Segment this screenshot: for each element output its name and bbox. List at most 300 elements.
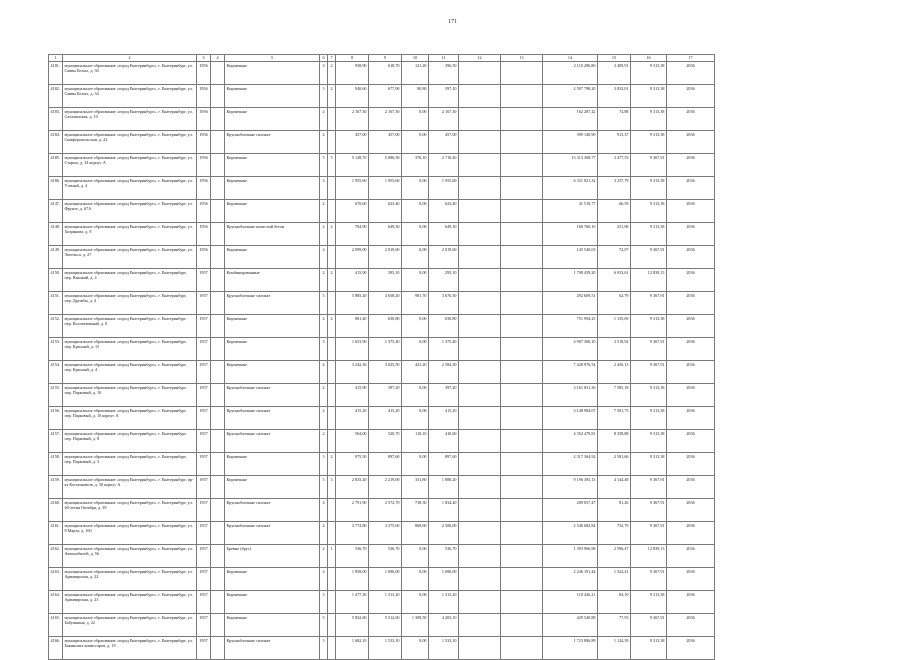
row-id: 4151. [49, 292, 63, 315]
unit-cost-cell: 3 409,91 [598, 62, 631, 85]
address-cell: муниципальное образование «город Екатеринбург», г. Екатеринбург, ул. 8 Марта, д. 160 [63, 522, 197, 545]
column-13-cell [501, 361, 543, 384]
address-cell: муниципальное образование «город Екатеринбург», г. Екатеринбург, пр-кт Космонавтов, д. 30 корпус А [63, 476, 197, 499]
table-row [49, 315, 715, 338]
column-12-cell [459, 499, 501, 522]
material-cell: Крупноблочные ячеистый бетон [225, 223, 320, 246]
nonresidential-area-cell: 376,10 [402, 154, 429, 177]
limit-cost-cell: 9 313,38 [631, 62, 667, 85]
term-cell: 2036 [667, 522, 715, 545]
column-4-cell [211, 338, 225, 361]
cost-cell: 162 287,42 [543, 108, 598, 131]
column-12-cell [459, 384, 501, 407]
residential-area-cell: 1 533,10 [429, 637, 459, 660]
entrances-cell: 1 [328, 545, 336, 568]
area-cell: 4 658,20 [369, 292, 402, 315]
floors-cell: 2 [320, 430, 328, 453]
address-cell: муниципальное образование «город Екатеринбург», г. Екатеринбург, пер. Красный, д. 15 [63, 338, 197, 361]
cost-cell: 160 760,10 [543, 223, 598, 246]
area-cell: 630,80 [369, 315, 402, 338]
year-cell: 1957 [197, 568, 211, 591]
row-id: 4165. [49, 614, 63, 637]
floors-cell: 2 [320, 315, 328, 338]
limit-cost-cell: 9 367,91 [631, 246, 667, 269]
total-area-cell: 415,90 [336, 269, 369, 292]
column-13-cell [501, 338, 543, 361]
residential-area-cell: 1 834,40 [429, 499, 459, 522]
column-12-cell [459, 453, 501, 476]
area-cell: 897,60 [369, 453, 402, 476]
row-id: 4158. [49, 453, 63, 476]
limit-cost-cell: 12 839,13 [631, 545, 667, 568]
material-cell: Кирпичные [225, 361, 320, 384]
cost-cell: 1 798 459,20 [543, 269, 598, 292]
total-area-cell: 415,20 [336, 407, 369, 430]
area-cell: 415,20 [369, 407, 402, 430]
floors-cell: 3 [320, 637, 328, 660]
column-13-cell [501, 384, 543, 407]
year-cell: 1957 [197, 361, 211, 384]
year-cell: 1957 [197, 292, 211, 315]
cost-cell: 1 393 966,98 [543, 545, 598, 568]
area-cell: 397,20 [369, 384, 402, 407]
floors-cell: 2 [320, 108, 328, 131]
area-cell: 1 533,10 [369, 637, 402, 660]
entrances-cell: 3 [328, 476, 336, 499]
floors-cell: 4 [320, 246, 328, 269]
material-cell: Кирпичные [225, 62, 320, 85]
nonresidential-area-cell: 0,00 [402, 315, 429, 338]
unit-cost-cell: 74,88 [598, 108, 631, 131]
limit-cost-cell: 9 313,38 [631, 453, 667, 476]
area-cell: 395,10 [369, 269, 402, 292]
year-cell: 1956 [197, 223, 211, 246]
limit-cost-cell: 9 367,91 [631, 154, 667, 177]
total-area-cell: 1 858,00 [336, 568, 369, 591]
column-12-cell [459, 85, 501, 108]
row-id: 4149. [49, 246, 63, 269]
column-number: 10 [402, 55, 429, 62]
residential-area-cell: 1 888,20 [429, 476, 459, 499]
material-cell: Крупноблочные силикат [225, 407, 320, 430]
unit-cost-cell: 72,07 [598, 246, 631, 269]
material-cell: Кирпичные [225, 453, 320, 476]
table-row [49, 131, 715, 154]
residential-area-cell: 597,10 [429, 85, 459, 108]
row-id: 4150. [49, 269, 63, 292]
term-cell: 2036 [667, 108, 715, 131]
column-4-cell [211, 614, 225, 637]
floors-cell: 3 [320, 62, 328, 85]
total-area-cell: 5 885,20 [336, 292, 369, 315]
term-cell: 2036 [667, 476, 715, 499]
floors-cell: 5 [320, 614, 328, 637]
area-cell: 3 025,50 [369, 361, 402, 384]
term-cell: 2036 [667, 545, 715, 568]
material-cell: Кирпичные [225, 614, 320, 637]
material-cell: Крупноблочные силикат [225, 499, 320, 522]
register-table [48, 54, 715, 660]
address-cell: муниципальное образование «город Екатеринбург», г. Екатеринбург, пер. Коллективный, д. 8 [63, 315, 197, 338]
table-row [49, 85, 715, 108]
limit-cost-cell: 9 313,38 [631, 637, 667, 660]
row-id: 4154. [49, 361, 63, 384]
material-cell: Крупноблочные силикат [225, 131, 320, 154]
cost-cell: 7 428 976,54 [543, 361, 598, 384]
column-12-cell [459, 430, 501, 453]
column-12-cell [459, 131, 501, 154]
material-cell: Кирпичные [225, 338, 320, 361]
residential-area-cell: 2 019,60 [429, 246, 459, 269]
table-row [49, 384, 715, 407]
table-row [49, 453, 715, 476]
column-12-cell [459, 200, 501, 223]
column-13-cell [501, 200, 543, 223]
address-cell: муниципальное образование «город Екатеринбург», г. Екатеринбург, пер. Парковый, д. 10 [63, 384, 197, 407]
table-row [49, 361, 715, 384]
column-12-cell [459, 568, 501, 591]
cost-cell: 292 609,51 [543, 292, 598, 315]
cost-cell: 110 426,21 [543, 591, 598, 614]
term-cell: 2036 [667, 338, 715, 361]
year-cell: 1957 [197, 315, 211, 338]
limit-cost-cell: 9 313,38 [631, 430, 667, 453]
year-cell: 1957 [197, 637, 211, 660]
material-cell: Кирпичные [225, 200, 320, 223]
column-4-cell [211, 499, 225, 522]
column-4-cell [211, 545, 225, 568]
area-cell: 623,40 [369, 200, 402, 223]
term-cell: 2036 [667, 430, 715, 453]
row-id: 4183. [49, 108, 63, 131]
address-cell: муниципальное образование «город Екатеринбург», г. Екатеринбург, ул. Бакинских комиссаров, д. 19 [63, 637, 197, 660]
column-13-cell [501, 108, 543, 131]
term-cell: 2036 [667, 315, 715, 338]
residential-area-cell: 4 203,10 [429, 614, 459, 637]
column-12-cell [459, 292, 501, 315]
nonresidential-area-cell: 0,00 [402, 545, 429, 568]
column-12-cell [459, 545, 501, 568]
entrances-cell [328, 591, 336, 614]
material-cell: Кирпичные [225, 85, 320, 108]
entrances-cell [328, 568, 336, 591]
column-4-cell [211, 108, 225, 131]
material-cell: Бревно (брус) [225, 545, 320, 568]
nonresidential-area-cell: 0,00 [402, 591, 429, 614]
table-row [49, 338, 715, 361]
column-13-cell [501, 246, 543, 269]
row-id: 4185. [49, 154, 63, 177]
total-area-cell: 940,60 [336, 85, 369, 108]
floors-cell: 3 [320, 591, 328, 614]
term-cell: 2036 [667, 269, 715, 292]
address-cell: муниципальное образование «город Екатеринбург», г. Екатеринбург, ул. Симферопольская, д. 22 [63, 131, 197, 154]
residential-area-cell: 536,70 [429, 545, 459, 568]
unit-cost-cell: 1 124,39 [598, 637, 631, 660]
residential-area-cell: 2 584,30 [429, 361, 459, 384]
year-cell: 1957 [197, 499, 211, 522]
column-13-cell [501, 499, 543, 522]
material-cell: Кирпичные [225, 476, 320, 499]
entrances-cell: 2 [328, 269, 336, 292]
column-number-row [49, 55, 715, 62]
unit-cost-cell: 6 033,61 [598, 269, 631, 292]
column-number: 7 [328, 55, 336, 62]
column-4-cell [211, 430, 225, 453]
column-12-cell [459, 177, 501, 200]
area-cell: 1 313,20 [369, 591, 402, 614]
term-cell: 2036 [667, 591, 715, 614]
unit-cost-cell: 2 456,13 [598, 361, 631, 384]
table-row [49, 545, 715, 568]
column-number: 12 [459, 55, 501, 62]
nonresidential-area-cell: 0,00 [402, 453, 429, 476]
unit-cost-cell: 84,10 [598, 591, 631, 614]
address-cell: муниципальное образование «город Екатеринбург», г. Екатеринбург, пер. Дружбы, д. 4 [63, 292, 197, 315]
nonresidential-area-cell: 0,00 [402, 568, 429, 591]
residential-area-cell: 396,50 [429, 62, 459, 85]
column-4-cell [211, 361, 225, 384]
unit-cost-cell: 8 358,88 [598, 430, 631, 453]
unit-cost-cell: 3 477,53 [598, 154, 631, 177]
limit-cost-cell: 9 313,38 [631, 384, 667, 407]
total-area-cell: 1 653,90 [336, 338, 369, 361]
column-4-cell [211, 292, 225, 315]
residential-area-cell: 295,10 [429, 269, 459, 292]
row-id: 4147. [49, 200, 63, 223]
entrances-cell [328, 430, 336, 453]
area-cell: 1 696,00 [369, 568, 402, 591]
unit-cost-cell: 2 581,66 [598, 453, 631, 476]
limit-cost-cell: 9 313,38 [631, 131, 667, 154]
cost-cell: 41 510,77 [543, 200, 598, 223]
residential-area-cell: 630,80 [429, 315, 459, 338]
row-id: 4182. [49, 85, 63, 108]
nonresidential-area-cell: 441,20 [402, 361, 429, 384]
term-cell: 2036 [667, 200, 715, 223]
column-number: 16 [631, 55, 667, 62]
unit-cost-cell: 81,26 [598, 499, 631, 522]
total-area-cell: 5 832,60 [336, 614, 369, 637]
column-13-cell [501, 223, 543, 246]
table-row [49, 223, 715, 246]
unit-cost-cell: 251,08 [598, 223, 631, 246]
entrances-cell [328, 200, 336, 223]
limit-cost-cell: 12 839,13 [631, 269, 667, 292]
row-id: 4164. [49, 591, 63, 614]
unit-cost-cell: 1 155,69 [598, 315, 631, 338]
term-cell: 2036 [667, 407, 715, 430]
year-cell: 1957 [197, 545, 211, 568]
table-row [49, 200, 715, 223]
total-area-cell: 1 477,50 [336, 591, 369, 614]
limit-cost-cell: 9 367,91 [631, 568, 667, 591]
term-cell: 2036 [667, 614, 715, 637]
column-13-cell [501, 131, 543, 154]
row-id: 4160. [49, 499, 63, 522]
table-row [49, 430, 715, 453]
row-id: 4148. [49, 223, 63, 246]
term-cell: 2036 [667, 177, 715, 200]
cost-cell: 4 907 360,10 [543, 338, 598, 361]
entrances-cell: 2 [328, 85, 336, 108]
floors-cell: 4 [320, 499, 328, 522]
cost-cell: 429 540,88 [543, 614, 598, 637]
area-cell: 3 375,60 [369, 522, 402, 545]
year-cell: 1956 [197, 62, 211, 85]
floors-cell: 2 [320, 407, 328, 430]
column-number: 6 [320, 55, 328, 62]
column-number: 3 [197, 55, 211, 62]
address-cell: муниципальное образование «город Екатеринбург», г. Екатеринбург, ул. Хохрякова, д. 8 [63, 223, 197, 246]
residential-area-cell: 2 506,00 [429, 522, 459, 545]
floors-cell: 3 [320, 85, 328, 108]
material-cell: Кирпичные [225, 591, 320, 614]
area-cell: 2 572,70 [369, 499, 402, 522]
table-row [49, 476, 715, 499]
table-row [49, 154, 715, 177]
residential-area-cell: 397,20 [429, 384, 459, 407]
unit-cost-cell: 77,93 [598, 614, 631, 637]
material-cell: Крупноблочные силикат [225, 430, 320, 453]
total-area-cell: 670,60 [336, 200, 369, 223]
column-12-cell [459, 62, 501, 85]
cost-cell: 9 196 395,13 [543, 476, 598, 499]
unit-cost-cell: 913,37 [598, 131, 631, 154]
area-cell: 649,30 [369, 223, 402, 246]
nonresidential-area-cell: 0,00 [402, 637, 429, 660]
year-cell: 1956 [197, 131, 211, 154]
material-cell: Крупноблочные силикат [225, 637, 320, 660]
entrances-cell: 2 [328, 315, 336, 338]
year-cell: 1957 [197, 269, 211, 292]
area-cell: 618,70 [369, 62, 402, 85]
limit-cost-cell: 9 313,38 [631, 200, 667, 223]
term-cell: 2036 [667, 131, 715, 154]
nonresidential-area-cell: 0,00 [402, 177, 429, 200]
column-number: 15 [598, 55, 631, 62]
material-cell: Кирпичные [225, 315, 320, 338]
table-row [49, 269, 715, 292]
cost-cell: 145 540,03 [543, 246, 598, 269]
cost-cell: 2 110 286,80 [543, 62, 598, 85]
floors-cell: 2 [320, 200, 328, 223]
limit-cost-cell: 9 313,38 [631, 315, 667, 338]
column-13-cell [501, 407, 543, 430]
floors-cell: 2 [320, 384, 328, 407]
residential-area-cell: 649,30 [429, 223, 459, 246]
term-cell: 2036 [667, 568, 715, 591]
total-area-cell: 881,40 [336, 315, 369, 338]
total-area-cell: 1 682,10 [336, 637, 369, 660]
residential-area-cell: 1 375,40 [429, 338, 459, 361]
area-cell: 520,70 [369, 430, 402, 453]
floors-cell: 3 [320, 338, 328, 361]
column-12-cell [459, 223, 501, 246]
unit-cost-cell: 752,79 [598, 522, 631, 545]
year-cell: 1957 [197, 453, 211, 476]
area-cell: 536,70 [369, 545, 402, 568]
nonresidential-area-cell: 0,00 [402, 223, 429, 246]
floors-cell: 5 [320, 292, 328, 315]
column-number: 5 [225, 55, 320, 62]
residential-area-cell: 2 710,40 [429, 154, 459, 177]
total-area-cell: 2 099,00 [336, 246, 369, 269]
cost-cell: 3 148 984,07 [543, 407, 598, 430]
column-13-cell [501, 430, 543, 453]
year-cell: 1956 [197, 177, 211, 200]
unit-cost-cell: 7 581,73 [598, 407, 631, 430]
cost-cell: 2 246 191,44 [543, 568, 598, 591]
column-number: 9 [369, 55, 402, 62]
year-cell: 1957 [197, 338, 211, 361]
material-cell: Крупноблочные силикат [225, 292, 320, 315]
column-13-cell [501, 568, 543, 591]
total-area-cell: 2 835,20 [336, 476, 369, 499]
limit-cost-cell: 9 367,91 [631, 614, 667, 637]
total-area-cell: 3 242,30 [336, 361, 369, 384]
residential-area-cell: 623,40 [429, 200, 459, 223]
year-cell: 1956 [197, 108, 211, 131]
area-cell: 2 019,60 [369, 246, 402, 269]
total-area-cell: 1 955,60 [336, 177, 369, 200]
row-id: 4159. [49, 476, 63, 499]
area-cell: 457,00 [369, 131, 402, 154]
nonresidential-area-cell: 331,80 [402, 476, 429, 499]
cost-cell: 1 723 896,89 [543, 637, 598, 660]
material-cell: Кирпичные [225, 154, 320, 177]
cost-cell: 2 540 682,84 [543, 522, 598, 545]
unit-cost-cell: 4 144,48 [598, 476, 631, 499]
term-cell: 2036 [667, 85, 715, 108]
cost-cell: 15 313 368,77 [543, 154, 598, 177]
entrances-cell: 2 [328, 453, 336, 476]
column-4-cell [211, 131, 225, 154]
total-area-cell: 536,70 [336, 545, 369, 568]
column-12-cell [459, 522, 501, 545]
address-cell: муниципальное образование «город Екатеринбург», г. Екатеринбург, ул. Бабушкина, д. 22 [63, 614, 197, 637]
nonresidential-area-cell: 0,00 [402, 269, 429, 292]
row-id: 4153. [49, 338, 63, 361]
year-cell: 1957 [197, 614, 211, 637]
entrances-cell [328, 108, 336, 131]
area-cell: 677,90 [369, 85, 402, 108]
column-4-cell [211, 223, 225, 246]
residential-area-cell: 410,60 [429, 430, 459, 453]
column-13-cell [501, 177, 543, 200]
address-cell: муниципальное образование «город Екатеринбург», г. Екатеринбург, пер. Парковый, д. 10 корпус А [63, 407, 197, 430]
year-cell: 1957 [197, 591, 211, 614]
entrances-cell: 2 [328, 62, 336, 85]
table-row [49, 246, 715, 269]
nonresidential-area-cell: 0,00 [402, 384, 429, 407]
floors-cell: 4 [320, 568, 328, 591]
residential-area-cell: 1 696,00 [429, 568, 459, 591]
entrances-cell [328, 246, 336, 269]
area-cell: 5 086,50 [369, 154, 402, 177]
table-row [49, 292, 715, 315]
address-cell: муниципальное образование «город Екатеринбург», г. Екатеринбург, ул. Ученый, д. 4 [63, 177, 197, 200]
year-cell: 1956 [197, 154, 211, 177]
total-area-cell: 704,90 [336, 223, 369, 246]
limit-cost-cell: 9 313,38 [631, 591, 667, 614]
column-4-cell [211, 85, 225, 108]
cost-cell: 399 140,90 [543, 131, 598, 154]
floors-cell: 5 [320, 476, 328, 499]
nonresidential-area-cell: 738,30 [402, 499, 429, 522]
entrances-cell [328, 522, 336, 545]
cost-cell: 751 994,25 [543, 315, 598, 338]
